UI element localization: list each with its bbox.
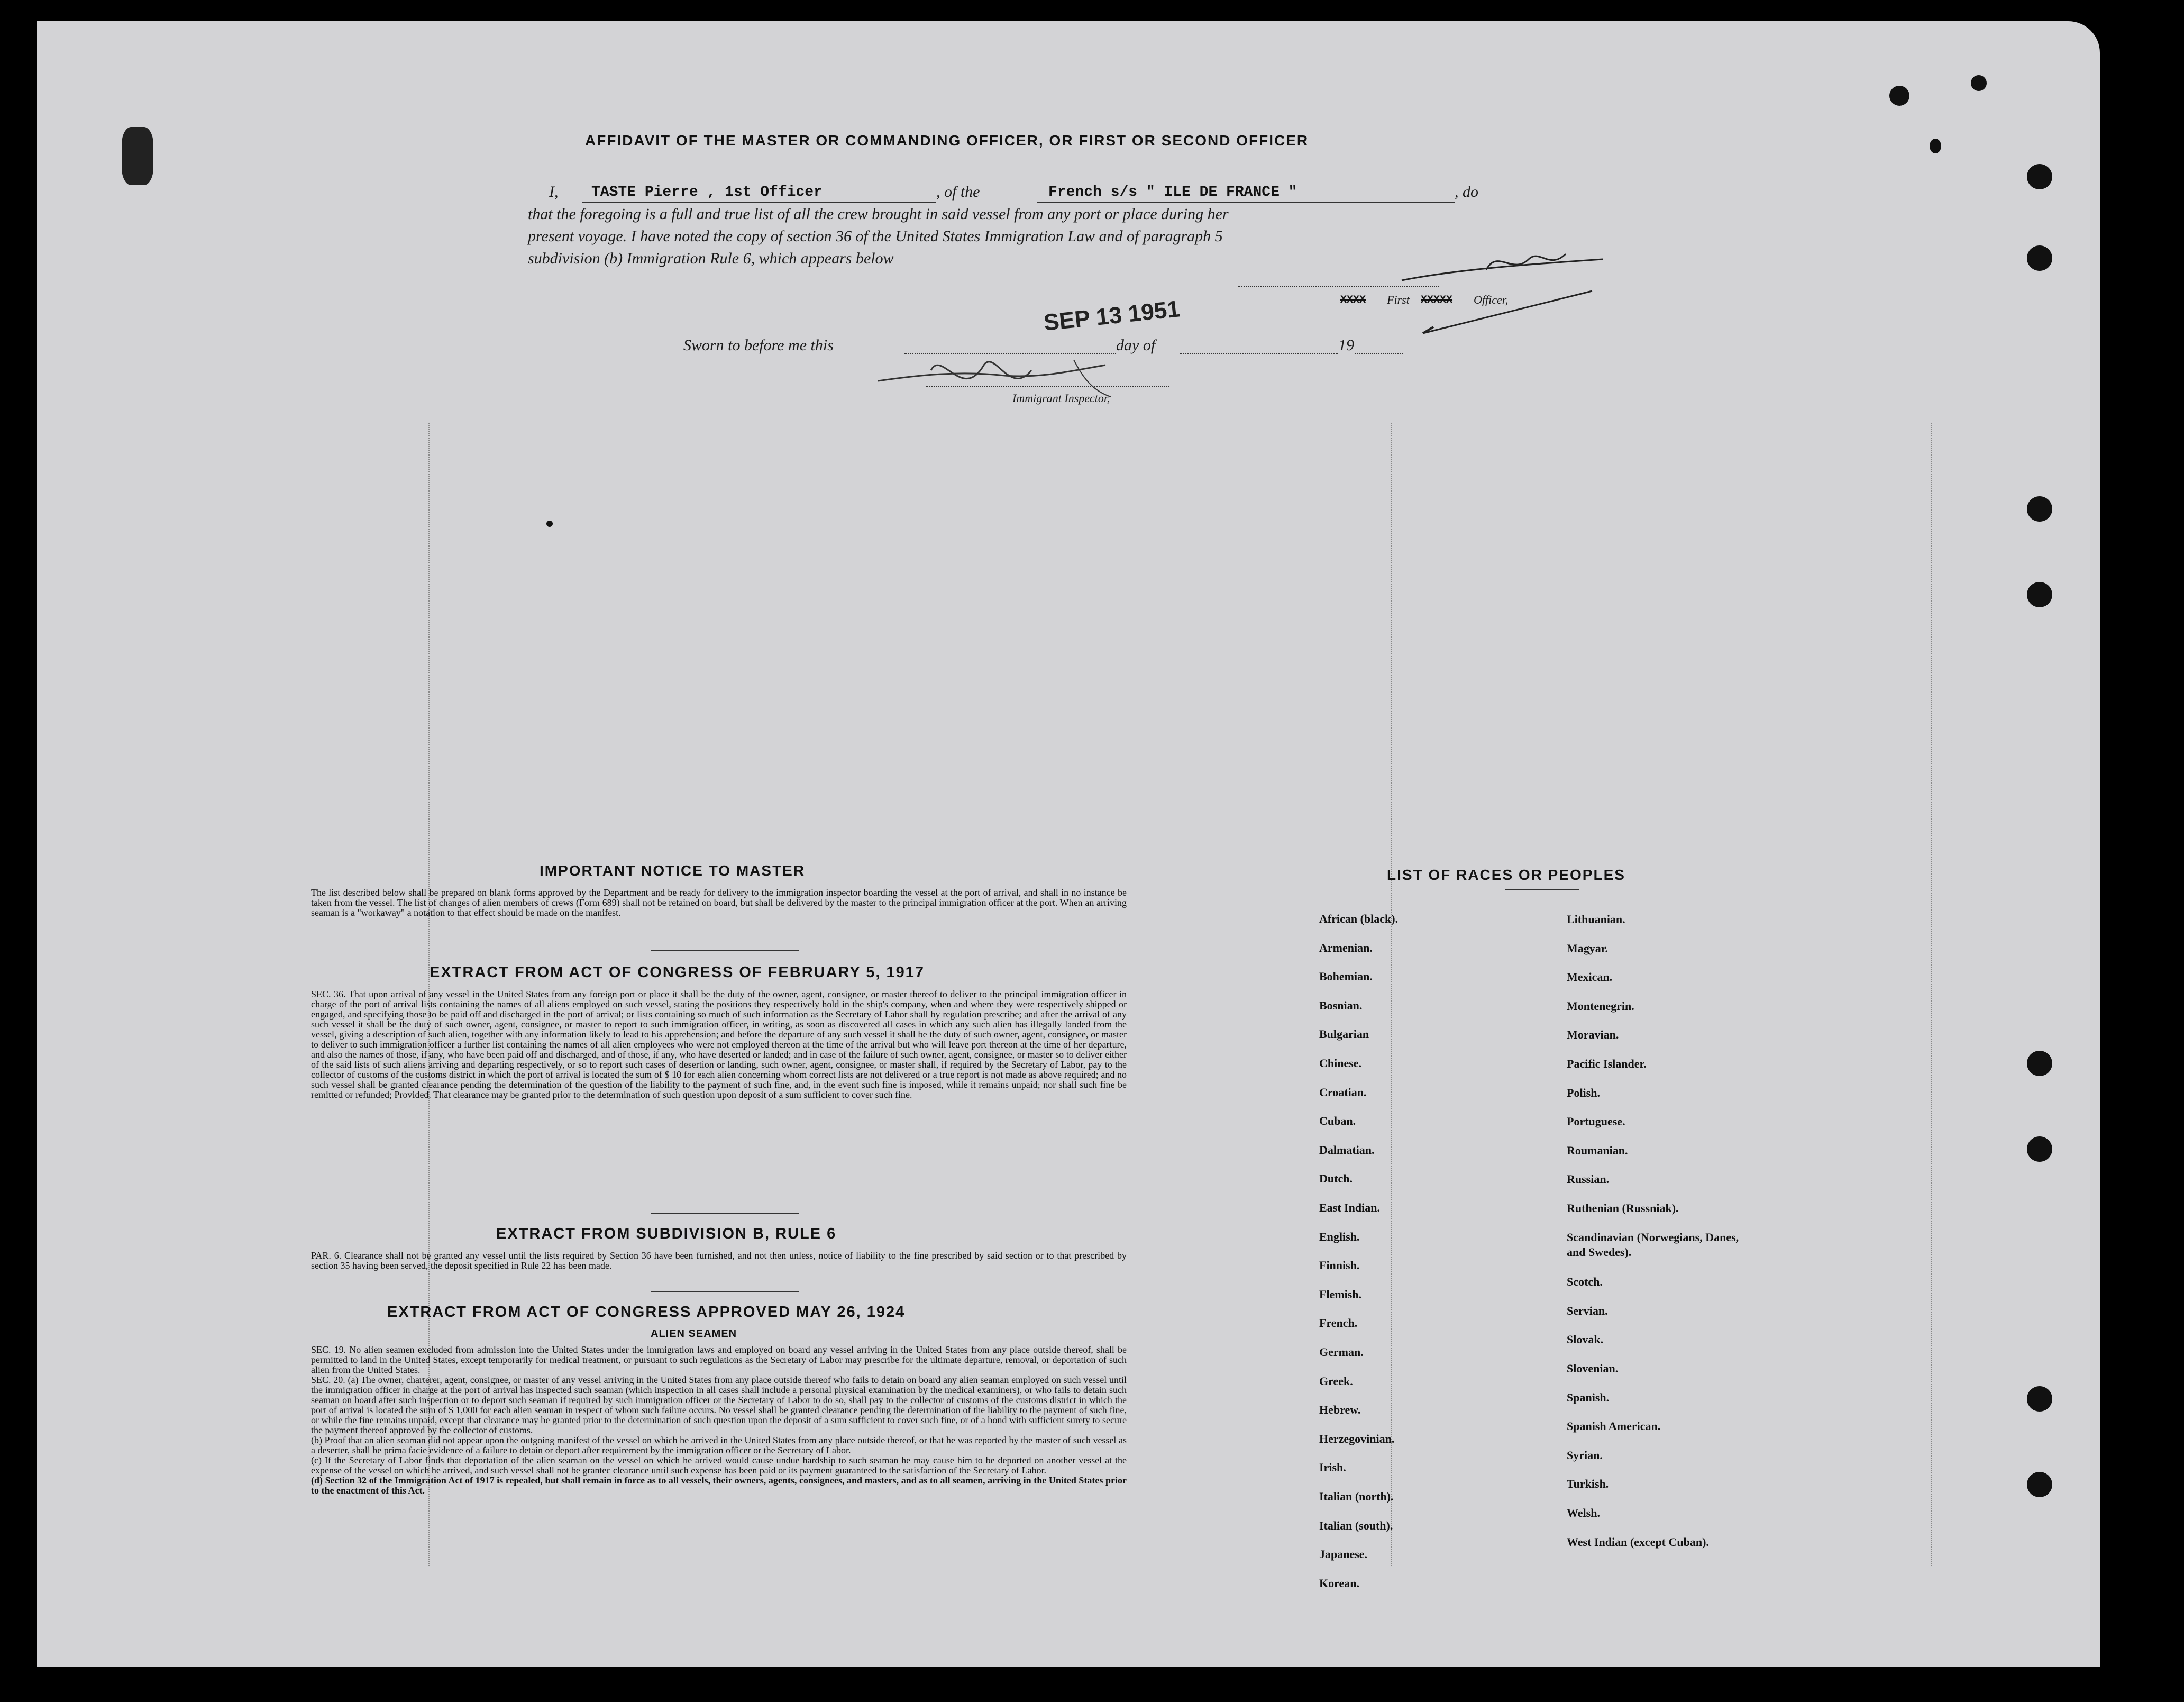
name-underline — [582, 202, 936, 203]
of-the-label: , of the — [936, 183, 980, 201]
race-item: Japanese. — [1319, 1548, 1368, 1561]
extract-1917-divider — [651, 1213, 799, 1214]
race-item: Welsh. — [1567, 1506, 1600, 1519]
notice-divider — [651, 950, 799, 951]
race-item: Cuban. — [1319, 1114, 1356, 1128]
race-item: Portuguese. — [1567, 1115, 1625, 1128]
sec-20b: (b) Proof that an alien seaman did not appear upon the outgoing manifest of the vessel on which he arrived in the United States from any place outside thereof, or that he was reported by the master of such vessel as a deserter, shall be prima facie evidence of a failure to detain or deport after requirement by the immigration officer or the Secretary of Labor. — [311, 1435, 1127, 1455]
affidavit-line-3: present voyage. I have noted the copy of section 36 of the United States Immigration Law and of paragraph 5 — [528, 227, 1223, 245]
i-label: I, — [549, 183, 559, 201]
binder-hole — [2027, 496, 2052, 522]
binder-hole — [2027, 164, 2052, 189]
date-stamp: SEP 13 1951 — [1042, 296, 1182, 336]
officer-label: First — [1387, 293, 1410, 306]
sec-20d: (d) Section 32 of the Immigration Act of 1917 is repealed, but shall remain in force as to all vessels, their owners, agents, consignees, and masters, and as to all seamen, arriving in the United States prior to the enactment of this Act. — [311, 1475, 1127, 1496]
officer-signature — [1391, 238, 1613, 344]
inspector-signature — [873, 339, 1148, 418]
sec-20a: SEC. 20. (a) The owner, charterer, agent, consignee, or master of any vessel arriving in the United States from any place outside thereof who fails to detain on board any alien seaman employed on such vessel until the immigration officer in charge at the port of arrival has inspected such seaman (which inspection in all cases shall include a personal physical examination by the medical examiners), or who fails to detain such seaman on board after such inspection or to deport such seaman if required by such immigration officer or the Secretary of Labor to do so, shall pay to the collector of customs of the customs district in which the port of arrival is located the sum of $ 1,000 for each alien seaman in respect of whom such failure occurs. No vessel shall be granted clearance pending the determination of the liability to the payment of such fine, or while the fine remains unpaid, except that clearance may be granted prior to the determination of such question upon the deposit of a sum sufficient to cover such fine, or of a bond with sufficient surety to secure the payment thereof approved by the collector of customs. — [311, 1375, 1127, 1435]
binder-hole — [2027, 245, 2052, 271]
race-item: Ruthenian (Russniak). — [1567, 1202, 1679, 1215]
binder-hole — [2027, 1136, 2052, 1162]
torn-corner-mark — [122, 127, 153, 185]
sworn-year-line — [1355, 353, 1403, 354]
binder-hole — [2027, 582, 2052, 607]
ink-speck — [1930, 139, 1941, 153]
race-item: Bosnian. — [1319, 998, 1363, 1012]
race-item: Italian (north). — [1319, 1490, 1394, 1503]
ink-speck — [546, 521, 553, 527]
race-item: Bulgarian — [1319, 1027, 1369, 1041]
notice-heading: IMPORTANT NOTICE TO MASTER — [540, 862, 806, 879]
faint-column-marks — [1391, 423, 1403, 1566]
races-heading-underline — [1505, 889, 1579, 890]
affidavit-line-2: that the foregoing is a full and true list of all the crew brought in said vessel from any port or place during her — [528, 205, 1229, 223]
race-item: East Indian. — [1319, 1201, 1380, 1214]
binder-hole — [2027, 1472, 2052, 1497]
race-item: Magyar. — [1567, 941, 1609, 955]
ink-speck — [1971, 75, 1987, 91]
race-item: African (black). — [1319, 912, 1399, 925]
extract-1924-heading: EXTRACT FROM ACT OF CONGRESS APPROVED MAY 26, 1924 — [387, 1304, 906, 1321]
race-item: Greek. — [1319, 1374, 1353, 1388]
vessel-name: French s/s " ILE DE FRANCE " — [1048, 184, 1297, 201]
race-item: Scandinavian (Norwegians, Danes, and Swedes). — [1567, 1230, 1739, 1259]
race-item: Turkish. — [1567, 1477, 1609, 1491]
day-of-label: day of — [1116, 336, 1156, 354]
race-item: Armenian. — [1319, 941, 1373, 954]
race-item: Dalmatian. — [1319, 1143, 1375, 1157]
race-item: Mexican. — [1567, 970, 1613, 984]
struck-second: XXXXX — [1421, 294, 1453, 306]
race-item: Polish. — [1567, 1086, 1600, 1099]
race-item: French. — [1319, 1316, 1358, 1330]
extract-1917-body: SEC. 36. That upon arrival of any vessel in the United States from any foreign port or place it shall be the duty of the owner, agent, consignee, or master thereof to deliver to the principal immigration officer in charge of the port of arrival lists containing the names of all aliens employed on such vessel, stating the positions they respectively hold in the ship's company, when and where they were respectively shipped or engaged, and specifying those to be paid off and discharged in the port of arrival; or lists containing so much of such information as the Secretary of Labor shall by regulation prescribe; and after the arrival of any such vessel it shall be the duty of such owner, agent, consignee, or master to report to such immigration officer, in writing, as soon as discovered all cases in which any such alien has illegally landed from the vessel, giving a description of such alien, together with any information likely to lead to his apprehension; and before the departure of any such vessel it shall be the duty of such owner, agent, consignee, or master to deliver to such immigration officer a further list containing the names of all alien employees who were not employed thereon at the time of the arrival but who will leave port thereon at the time of her departure, and also the names of those, if any, who have been paid off and discharged, and of those, if any, who have deserted or landed; and in case of the failure of such owner, agent, consignee, or master so to deliver either of the said lists of such aliens arriving and departing respectively, or so to report such cases of desertion or landing, such owner, agent, consignee, or master shall, if required by the Secretary of Labor, pay to the collector of customs of the customs district in which the port of arrival is located the sum of $ 10 for each alien concerning whom correct lists are not delivered or a true report is not made as above required; and no such vessel shall be granted clearance pending the determination of the question of the liability to the payment of such fine, and, in the event such fine is imposed, while it remains unpaid; nor shall such fine be remitted or refunded; Provided. That clearance may be granted prior to the determination of such question upon deposit of a sum sufficient to cover such fine. — [311, 989, 1127, 1100]
race-item: Syrian. — [1567, 1448, 1603, 1462]
sworn-prefix: Sworn to before me this — [683, 336, 834, 354]
races-heading: LIST OF RACES OR PEOPLES — [1387, 867, 1625, 883]
officer-label-end: Officer, — [1474, 293, 1509, 306]
race-item: Korean. — [1319, 1576, 1359, 1590]
race-item: Slovenian. — [1567, 1362, 1619, 1375]
extract-rule6-body: PAR. 6. Clearance shall not be granted any vessel until the lists required by Section 36 have been furnished, and not then unless, notice of liability to the fine prescribed by said section or to that prescribed by section 35 having been served, the deposit specified in Rule 22 has been made. — [311, 1250, 1127, 1271]
race-item: Russian. — [1567, 1172, 1610, 1186]
race-item: Scotch. — [1567, 1275, 1603, 1289]
race-item: German. — [1319, 1345, 1364, 1359]
extract-rule6-divider — [651, 1291, 799, 1292]
race-item: Montenegrin. — [1567, 999, 1634, 1013]
race-item: Flemish. — [1319, 1287, 1362, 1301]
race-item: Herzegovinian. — [1319, 1432, 1395, 1445]
race-item: Dutch. — [1319, 1172, 1353, 1186]
race-item: Servian. — [1567, 1304, 1608, 1317]
binder-hole — [2027, 1051, 2052, 1076]
do-label: , do — [1455, 183, 1478, 201]
sec-20c: (c) If the Secretary of Labor finds that deportation of the alien seaman on the vessel on which he arrived would cause undue hardship to such seaman he may cause him to be deported on another vessel at the expense of the vessel on which he arrived, and such vessel shall not be grantec clearance until such expense has been paid or its payment guaranteed to the satisfaction of the Secretary of Labor. — [311, 1455, 1127, 1476]
race-item: Hebrew. — [1319, 1403, 1361, 1417]
signature-line — [1238, 286, 1439, 287]
extract-rule6-heading: EXTRACT FROM SUBDIVISION B, RULE 6 — [496, 1225, 837, 1242]
race-item: Bohemian. — [1319, 970, 1373, 984]
year-prefix: 19 — [1338, 336, 1354, 354]
faint-column-marks — [1931, 423, 1942, 1566]
inspector-line — [926, 386, 1169, 387]
officer-name: TASTE Pierre , 1st Officer — [591, 184, 823, 201]
race-item: Chinese. — [1319, 1057, 1362, 1070]
race-item: Croatian. — [1319, 1085, 1367, 1099]
binder-hole — [2027, 1386, 2052, 1412]
affidavit-line-4: subdivision (b) Immigration Rule 6, which appears below — [528, 250, 894, 267]
notice-body: The list described below shall be prepared on blank forms approved by the Department and be ready for delivery to the immigration inspector boarding the vessel at the port of arrival, and shall in no instance be taken from the vessel. The list of changes of alien members of crews (Form 689) shall not be retained on board, but shall be delivered by the master to the principal immigration officer at the port. When an arriving seaman is a "workaway" a notation to that effect should be made on the manifest. — [311, 887, 1127, 918]
race-item: Roumanian. — [1567, 1143, 1628, 1157]
sec-19: SEC. 19. No alien seamen excluded from admission into the United States under the immigration laws and employed on board any vessel arriving in the United States from any place outside thereof, shall be permitted to land in the United States, except temporarily for medical treatment, or pursuant to such regulations as the Secretary of Labor may prescribe for the ultimate departure, removal, or deportation of such alien from the United States. — [311, 1344, 1127, 1375]
ink-speck — [1889, 86, 1909, 106]
inspector-label: Immigrant Inspector, — [1012, 392, 1110, 405]
race-item: Pacific Islander. — [1567, 1057, 1647, 1070]
extract-1917-heading: EXTRACT FROM ACT OF CONGRESS OF FEBRUARY 5, 1917 — [430, 964, 925, 981]
race-item: Irish. — [1319, 1461, 1346, 1475]
race-item: West Indian (except Cuban). — [1567, 1535, 1709, 1549]
race-item: Italian (south). — [1319, 1518, 1393, 1532]
vessel-underline — [1037, 202, 1455, 203]
race-item: Finnish. — [1319, 1259, 1360, 1272]
document-page — [37, 21, 2100, 1667]
extract-1924-body — [311, 1345, 1127, 1496]
race-item: Spanish. — [1567, 1390, 1610, 1404]
race-item: English. — [1319, 1230, 1360, 1243]
struck-master: XXXX — [1340, 294, 1366, 306]
race-item: Moravian. — [1567, 1028, 1619, 1042]
race-item: Spanish American. — [1567, 1419, 1661, 1433]
race-item: Lithuanian. — [1567, 913, 1625, 926]
alien-seamen-subheading: ALIEN SEAMEN — [651, 1328, 737, 1340]
affidavit-heading: AFFIDAVIT OF THE MASTER OR COMMANDING OFFICER, OR FIRST OR SECOND OFFICER — [585, 132, 1309, 149]
sworn-month-line — [1180, 353, 1338, 354]
race-item: Slovak. — [1567, 1333, 1604, 1346]
